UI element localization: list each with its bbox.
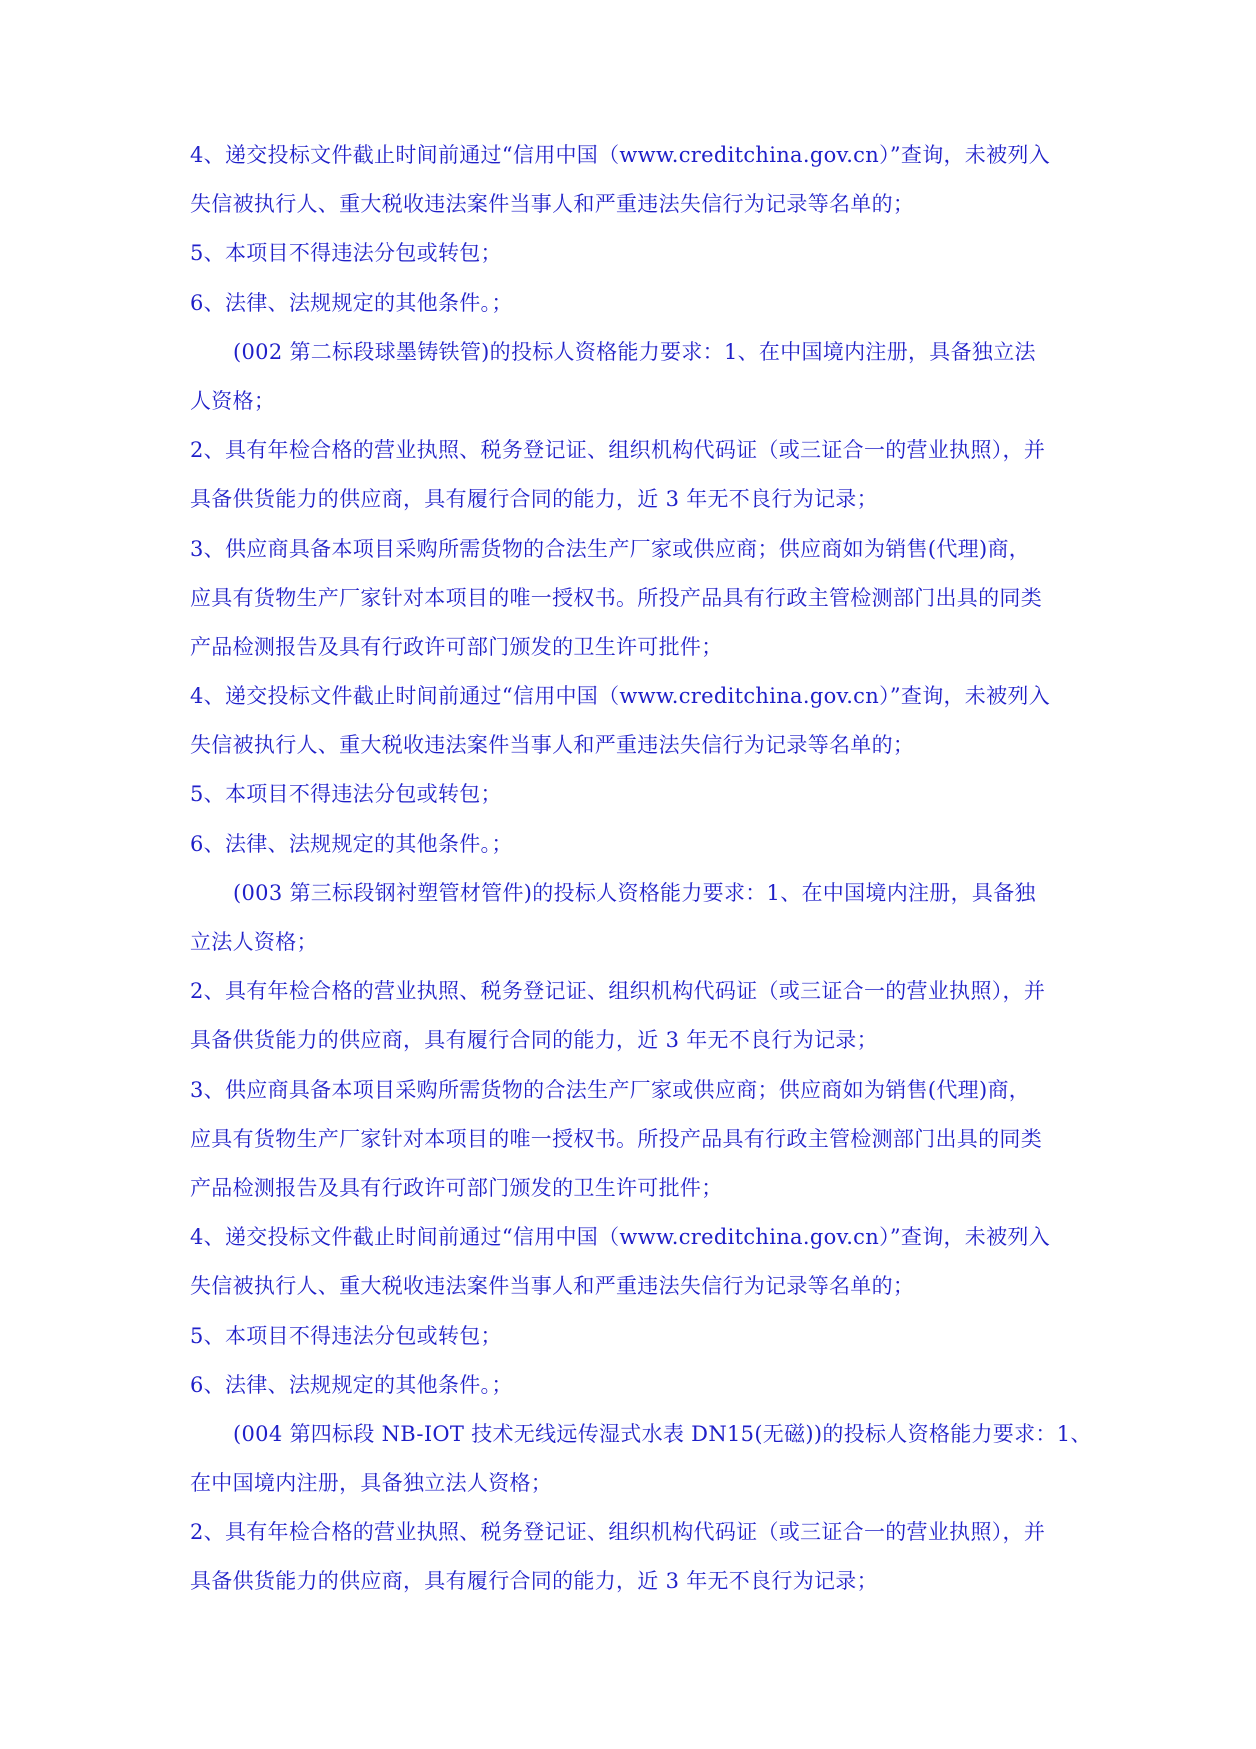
document-line: 应具有货物生产厂家针对本项目的唯一授权书。所投产品具有行政主管检测部门出具的同类 — [190, 1126, 1042, 1151]
document-line: 失信被执行人、重大税收违法案件当事人和严重违法失信行为记录等名单的； — [190, 1274, 915, 1299]
document-line: 4、递交投标文件截止时间前通过“信用中国（www.creditchina.gov.cn）”查询，未被列入 — [190, 684, 1051, 709]
document-line: 在中国境内注册，具备独立法人资格； — [190, 1471, 553, 1496]
document-line: 失信被执行人、重大税收违法案件当事人和严重违法失信行为记录等名单的； — [190, 192, 915, 217]
document-line: 人资格； — [190, 388, 276, 413]
document-line: 具备供货能力的供应商，具有履行合同的能力，近 3 年无不良行为记录； — [190, 487, 878, 512]
document-body — [190, 131, 1092, 1607]
document-line: 4、递交投标文件截止时间前通过“信用中国（www.creditchina.gov.cn）”查询，未被列入 — [190, 1225, 1051, 1250]
document-line: (002 第二标段球墨铸铁管)的投标人资格能力要求：1、在中国境内注册，具备独立法 — [233, 339, 1036, 364]
document-line: 2、具有年检合格的营业执照、税务登记证、组织机构代码证（或三证合一的营业执照），并 — [190, 979, 1046, 1004]
document-line: 5、本项目不得违法分包或转包； — [190, 782, 502, 807]
document-line: 5、本项目不得违法分包或转包； — [190, 241, 502, 266]
document-line: 6、法律、法规规定的其他条件。； — [190, 290, 513, 315]
document-line: 产品检测报告及具有行政许可部门颁发的卫生许可批件； — [190, 634, 723, 659]
document-line: 产品检测报告及具有行政许可部门颁发的卫生许可批件； — [190, 1175, 723, 1200]
document-line: 6、法律、法规规定的其他条件。； — [190, 1372, 513, 1397]
document-line: 3、供应商具备本项目采购所需货物的合法生产厂家或供应商；供应商如为销售(代理)商， — [190, 1077, 1031, 1102]
document-line: 5、本项目不得违法分包或转包； — [190, 1323, 502, 1348]
document-line: 6、法律、法规规定的其他条件。； — [190, 831, 513, 856]
document-line: 失信被执行人、重大税收违法案件当事人和严重违法失信行为记录等名单的； — [190, 733, 915, 758]
document-line: (004 第四标段 NB-IOT 技术无线远传湿式水表 DN15(无磁))的投标人资格能力要求：1、 — [233, 1421, 1092, 1446]
document-line: 2、具有年检合格的营业执照、税务登记证、组织机构代码证（或三证合一的营业执照），并 — [190, 1520, 1046, 1545]
document-line: 3、供应商具备本项目采购所需货物的合法生产厂家或供应商；供应商如为销售(代理)商， — [190, 536, 1031, 561]
document-line: 4、递交投标文件截止时间前通过“信用中国（www.creditchina.gov.cn）”查询，未被列入 — [190, 143, 1051, 167]
document-line: 应具有货物生产厂家针对本项目的唯一授权书。所投产品具有行政主管检测部门出具的同类 — [190, 585, 1042, 610]
document-line: (003 第三标段钢衬塑管材管件)的投标人资格能力要求：1、在中国境内注册，具备独 — [233, 880, 1036, 905]
document-line: 2、具有年检合格的营业执照、税务登记证、组织机构代码证（或三证合一的营业执照），并 — [190, 438, 1046, 463]
document-line: 具备供货能力的供应商，具有履行合同的能力，近 3 年无不良行为记录； — [190, 1569, 878, 1594]
document-line: 具备供货能力的供应商，具有履行合同的能力，近 3 年无不良行为记录； — [190, 1028, 878, 1053]
document-line: 立法人资格； — [190, 930, 318, 954]
